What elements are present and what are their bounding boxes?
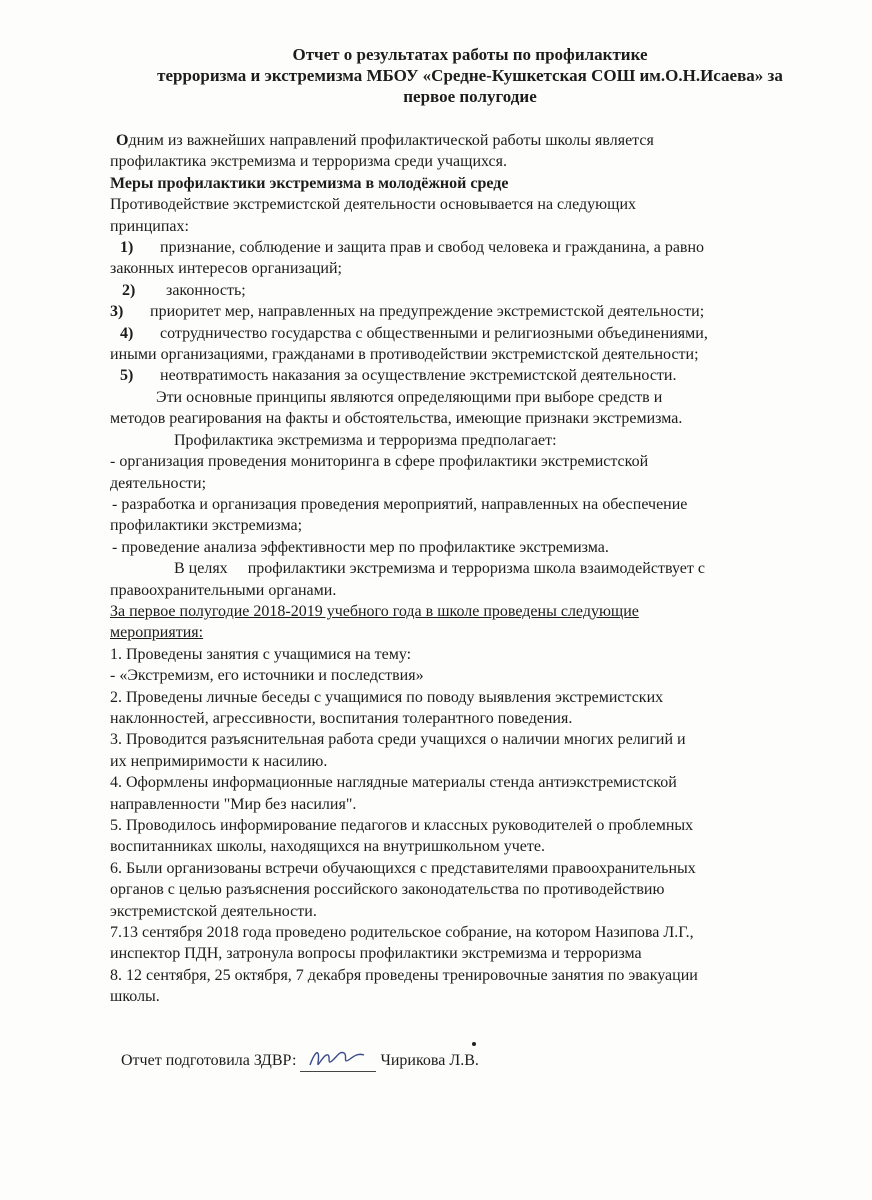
cooperation-line-1 bbox=[174, 558, 846, 579]
principle-3-text: приоритет мер, направленных на предупреждение экстремистской деятельности; bbox=[150, 303, 705, 321]
prevention-item-3: - проведение анализа эффективности мер по профилактике экстремизма. bbox=[112, 538, 609, 556]
cooperation-part-b: профилактики экстремизма и терроризма школа взаимодействует с bbox=[247, 560, 705, 578]
events-line: экстремистской деятельности. bbox=[110, 902, 317, 920]
events-heading-line-2: мероприятия: bbox=[110, 624, 204, 642]
prevention-item-1: - организация проведения мониторинга в сфере профилактики экстремистской bbox=[110, 453, 649, 471]
signature-line bbox=[300, 1053, 376, 1072]
ink-dot bbox=[472, 1042, 476, 1046]
principle-5-text: неотвратимость наказания за осуществление экстремистской деятельности. bbox=[160, 367, 677, 385]
events-line: 3. Проводится разъяснительная работа среди учащихся о наличии многих религий и bbox=[110, 731, 686, 749]
principle-2-number: 2) bbox=[122, 281, 136, 299]
events-line: воспитанниках школы, находящихся на внутришкольном учете. bbox=[110, 838, 545, 856]
events-line: школы. bbox=[110, 988, 160, 1006]
events-line: 7.13 сентября 2018 года проведено родительское собрание, на котором Назипова Л.Г., bbox=[110, 924, 694, 942]
events-line: инспектор ПДН, затронула вопросы профилактики экстремизма и терроризма bbox=[110, 945, 642, 963]
measures-heading: Меры профилактики экстремизма в молодёжной среде bbox=[110, 174, 509, 192]
principle-4-number: 4) bbox=[120, 324, 134, 342]
principle-1-continuation: законных интересов организаций; bbox=[110, 260, 342, 278]
principles-summary-line-2: методов реагирования на факты и обстоятельства, имеющие признаки экстремизма. bbox=[110, 410, 683, 428]
measures-text-line-1: Противодействие экстремистской деятельности основывается на следующих bbox=[110, 196, 637, 214]
signature-row bbox=[121, 1050, 821, 1072]
measures-text-line-2: принципах: bbox=[110, 217, 189, 235]
events-line: 2. Проведены личные беседы с учащимися по поводу выявления экстремистских bbox=[110, 688, 664, 706]
principle-5 bbox=[116, 365, 846, 386]
principle-1-text: признание, соблюдение и защита прав и свобод человека и гражданина, а равно bbox=[160, 239, 705, 257]
principle-2 bbox=[116, 280, 846, 301]
intro-paragraph-line-2: профилактика экстремизма и терроризма среди учащихся. bbox=[110, 153, 508, 171]
events-line: их непримиримости к насилию. bbox=[110, 752, 328, 770]
prevention-intro: Профилактика экстремизма и терроризма предполагает: bbox=[174, 431, 557, 449]
title-line-2: терроризма и экстремизма МБОУ «Средне-Кушкетская СОШ им.О.Н.Исаева» за bbox=[157, 66, 783, 85]
cooperation-line-2: правоохранительными органами. bbox=[110, 581, 337, 599]
signature-name: Чирикова Л.В. bbox=[380, 1052, 479, 1069]
prevention-item-2: - разработка и организация проведения мероприятий, направленных на обеспечение bbox=[112, 495, 688, 513]
events-line: 8. 12 сентября, 25 октября, 7 декабря проведены тренировочные занятия по эвакуации bbox=[110, 966, 698, 984]
principle-2-text: законность; bbox=[166, 281, 246, 299]
principles-summary-line-1: Эти основные принципы являются определяющими при выборе средств и bbox=[156, 388, 663, 406]
events-line: 1. Проведены занятия с учащимися на тему: bbox=[110, 645, 412, 663]
intro-line-1-rest: дним из важнейших направлений профилактической работы школы является bbox=[128, 132, 654, 149]
principle-3-number: 3) bbox=[110, 303, 124, 321]
principle-4 bbox=[116, 323, 846, 344]
events-line: направленности "Мир без насилия". bbox=[110, 795, 357, 813]
signature-label: Отчет подготовила ЗДВР: bbox=[121, 1052, 297, 1069]
intro-lead-letter: О bbox=[116, 132, 129, 149]
principle-5-number: 5) bbox=[120, 367, 134, 385]
principle-4-continuation: иными организациями, гражданами в противодействии экстремистской деятельности; bbox=[110, 346, 699, 364]
document-body bbox=[110, 130, 846, 1008]
events-line: 6. Были организованы встречи обучающихся с представителями правоохранительных bbox=[110, 859, 696, 877]
document-title bbox=[90, 44, 850, 107]
principle-4-text: сотрудничество государства с общественными и религиозными объединениями, bbox=[160, 324, 708, 342]
principle-1 bbox=[116, 237, 846, 258]
events-line: 5. Проводилось информирование педагогов и классных руководителей о проблемных bbox=[110, 817, 694, 834]
events-line: - «Экстремизм, его источники и последствия» bbox=[110, 667, 424, 685]
events-line: наклонностей, агрессивности, воспитания толерантного поведения. bbox=[110, 709, 573, 727]
prevention-item-2-continuation: профилактики экстремизма; bbox=[110, 517, 303, 535]
events-line: органов с целью разъяснения российского законодательства по противодействию bbox=[110, 881, 665, 899]
events-line: 4. Оформлены информационные наглядные материалы стенда антиэкстремистской bbox=[110, 774, 677, 792]
prevention-item-1-continuation: деятельности; bbox=[110, 474, 207, 492]
title-line-3: первое полугодие bbox=[403, 87, 537, 106]
handwritten-signature-icon bbox=[304, 1043, 374, 1073]
principle-1-number: 1) bbox=[120, 239, 134, 257]
title-line-1: Отчет о результатах работы по профилактике bbox=[292, 45, 648, 64]
principle-3 bbox=[110, 301, 846, 322]
cooperation-part-a: В целях bbox=[174, 560, 228, 578]
events-heading-line-1: За первое полугодие 2018-2019 учебного года в школе проведены следующие bbox=[110, 602, 639, 620]
intro-paragraph-line-1 bbox=[116, 130, 846, 151]
